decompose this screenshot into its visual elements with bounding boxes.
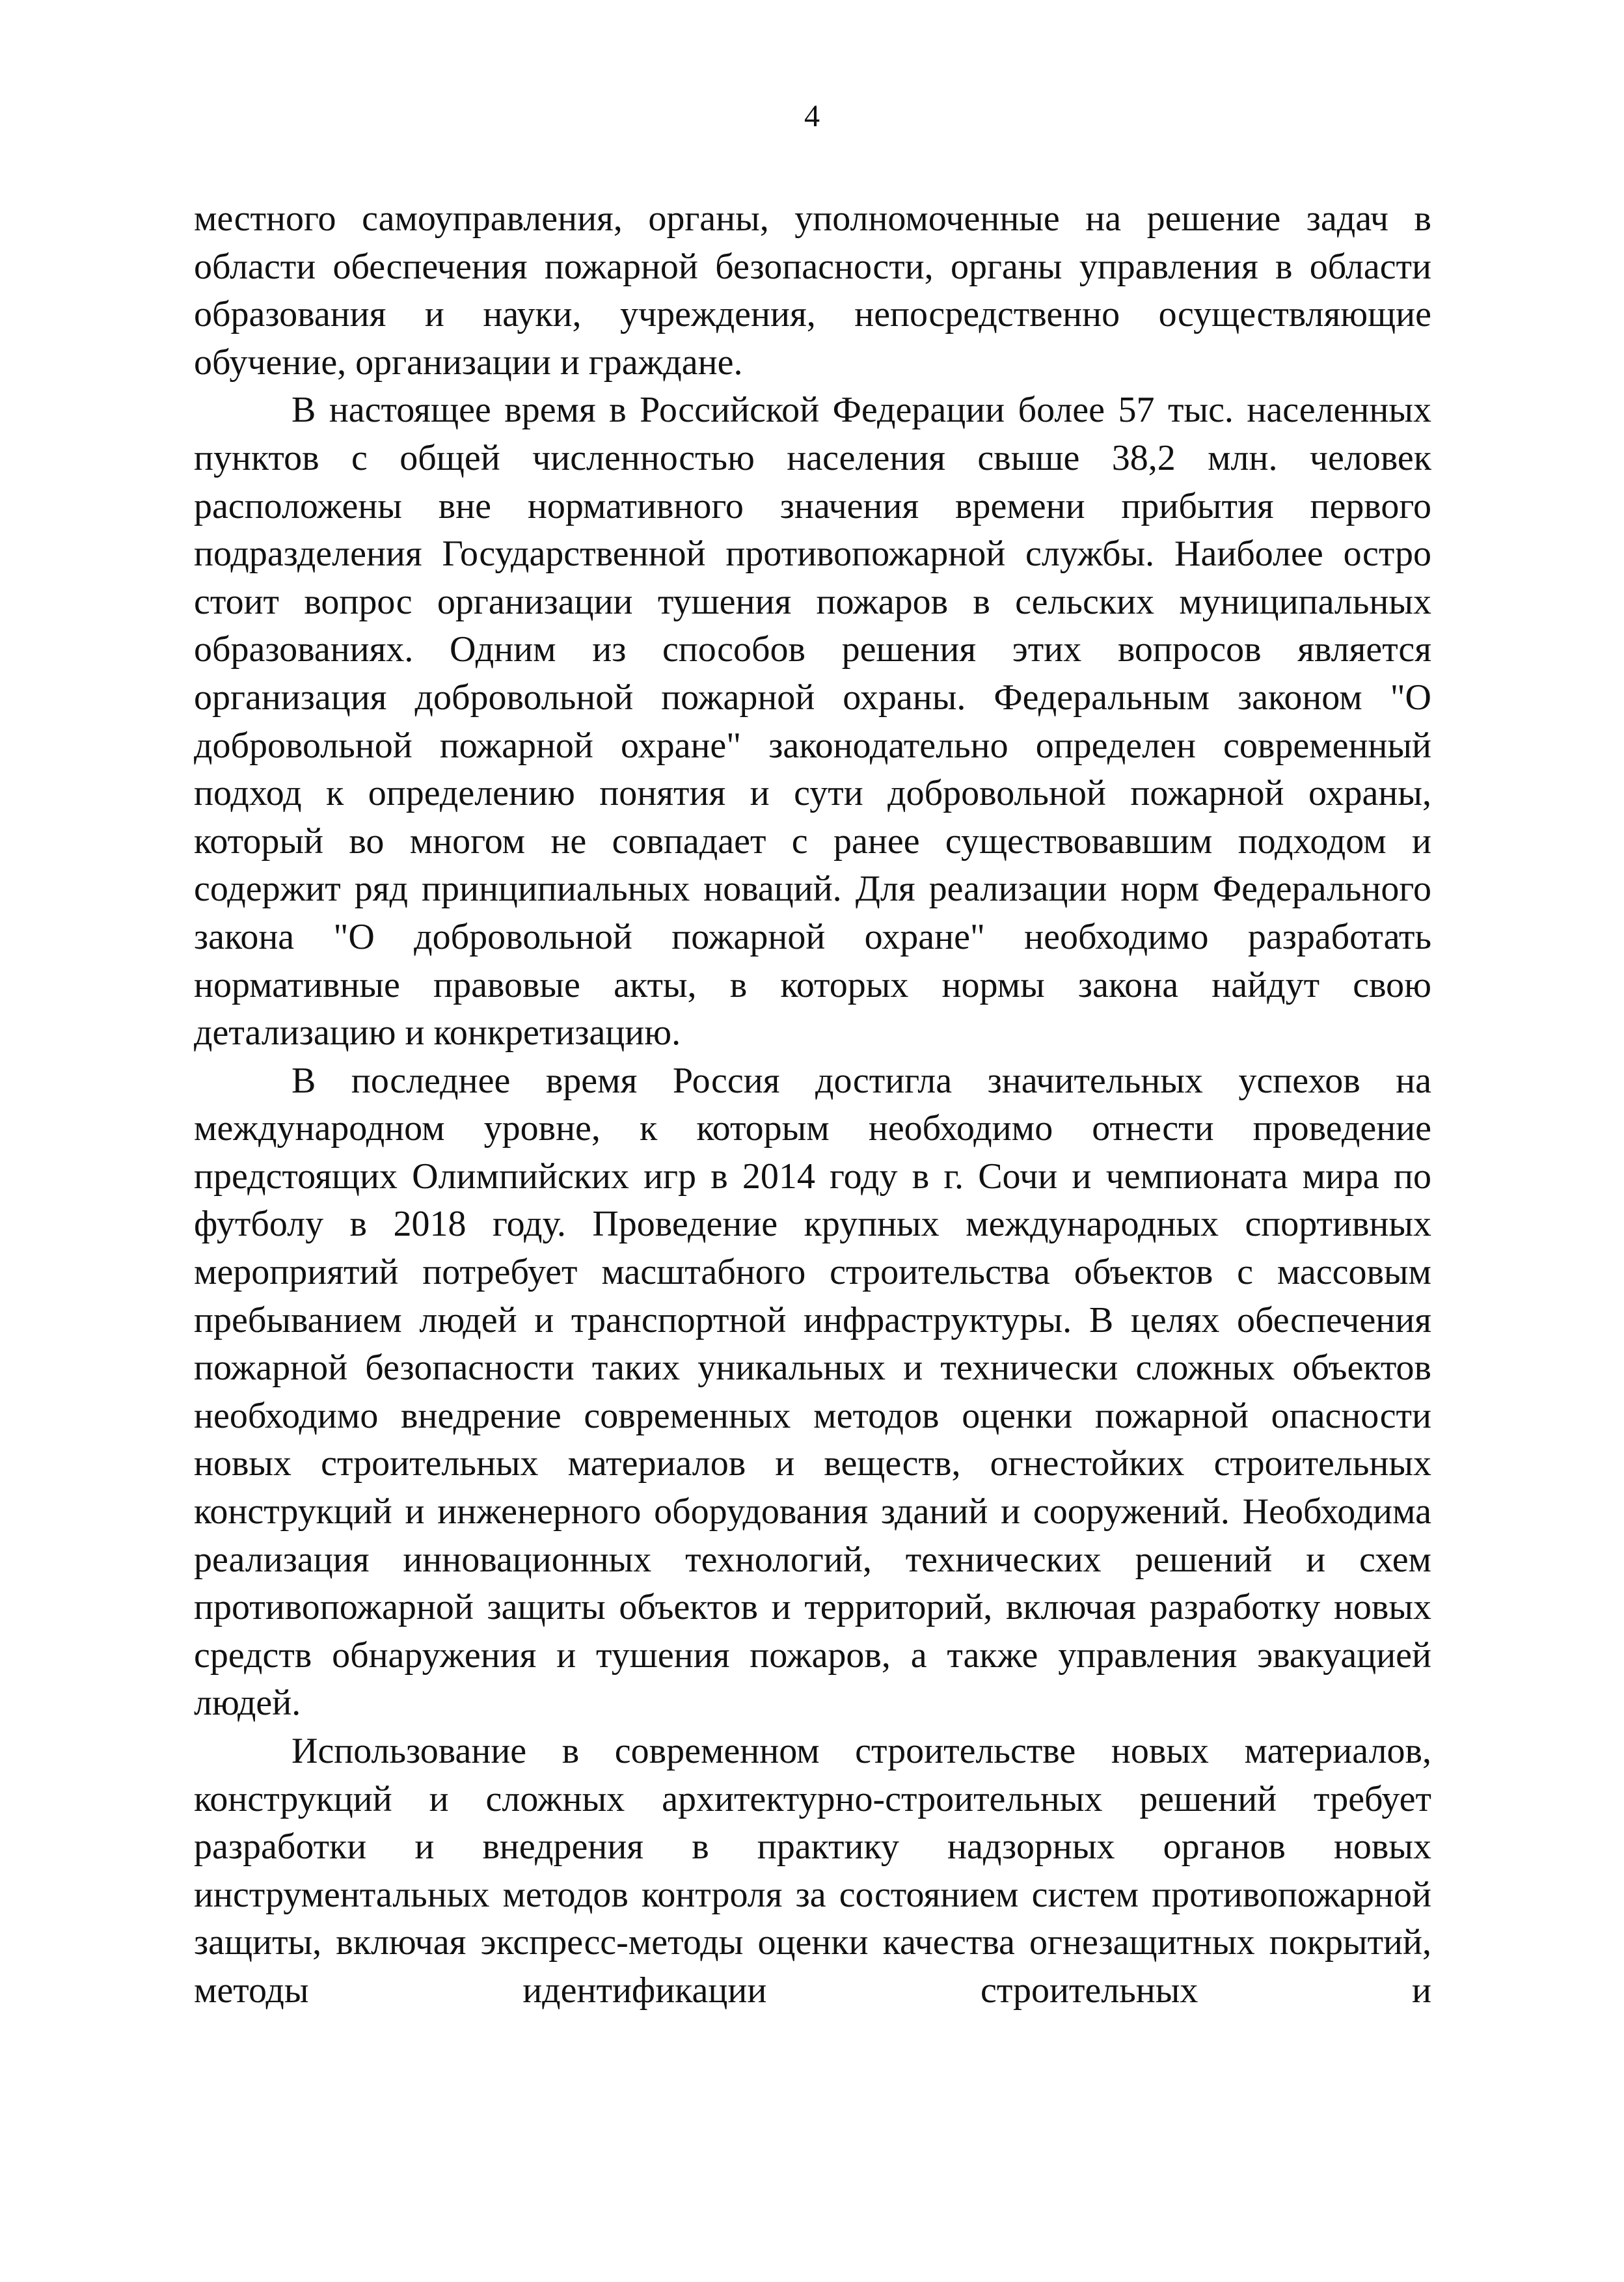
paragraph-3: В последнее время Россия достигла значительных успехов на международном уровне, к которым необходимо отнести проведение предстоящих Олимпийских игр в 2014 году в г. Сочи и чемпионата мира по футболу в 2018 году. Проведение крупных международных спортивных мероприятий потребует масштабного строительства объектов с массовым пребыванием людей и транспортной инфраструктуры. В целях обеспечения пожарной безопасности таких уникальных и технически сложных объектов необходимо внедрение современных методов оценки пожарной опасности новых строительных материалов и веществ, огнестойких строительных конструкций и инженерного оборудования зданий и сооружений. Необходима реализация инновационных технологий, технических решений и схем противопожарной защиты объектов и территорий, включая разработку новых средств обнаружения и тушения пожаров, а также управления эвакуацией людей. — [194, 1060, 1431, 1724]
page-number: 4 — [804, 99, 820, 133]
paragraph-2: В настоящее время в Российской Федерации более 57 тыс. населенных пунктов с общей численностью населения свыше 38,2 млн. человек расположены вне нормативного значения времени прибытия первого подразделения Государственной противопожарной службы. Наиболее остро стоит вопрос организации тушения пожаров в сельских муниципальных образованиях. Одним из способов решения этих вопросов является организация добровольной пожарной охраны. Федеральным законом "О добровольной пожарной охране" законодательно определен современный подход к определению понятия и сути добровольной пожарной охраны, который во многом не совпадает с ранее существовавшим подходом и содержит ряд принципиальных новаций. Для реализации норм Федерального закона "О добровольной пожарной охране" необходимо разработать нормативные правовые акты, в которых нормы закона найдут свою детализацию и конкретизацию. — [194, 390, 1431, 1053]
paragraph-1: местного самоуправления, органы, уполномоченные на решение задач в области обеспечения пожарной безопасности, органы управления в области образования и науки, учреждения, непосредственно осуществляющие обучение, организации и граждане. — [194, 198, 1431, 383]
body-text — [194, 195, 1431, 2015]
paragraph-4: Использование в современном строительстве новых материалов, конструкций и сложных архитектурно-строительных решений требует разработки и внедрения в практику надзорных органов новых инструментальных методов контроля за состоянием систем противопожарной защиты, включая экспресс-методы оценки качества огнезащитных покрытий, методы идентификации строительных и — [194, 1731, 1431, 2011]
